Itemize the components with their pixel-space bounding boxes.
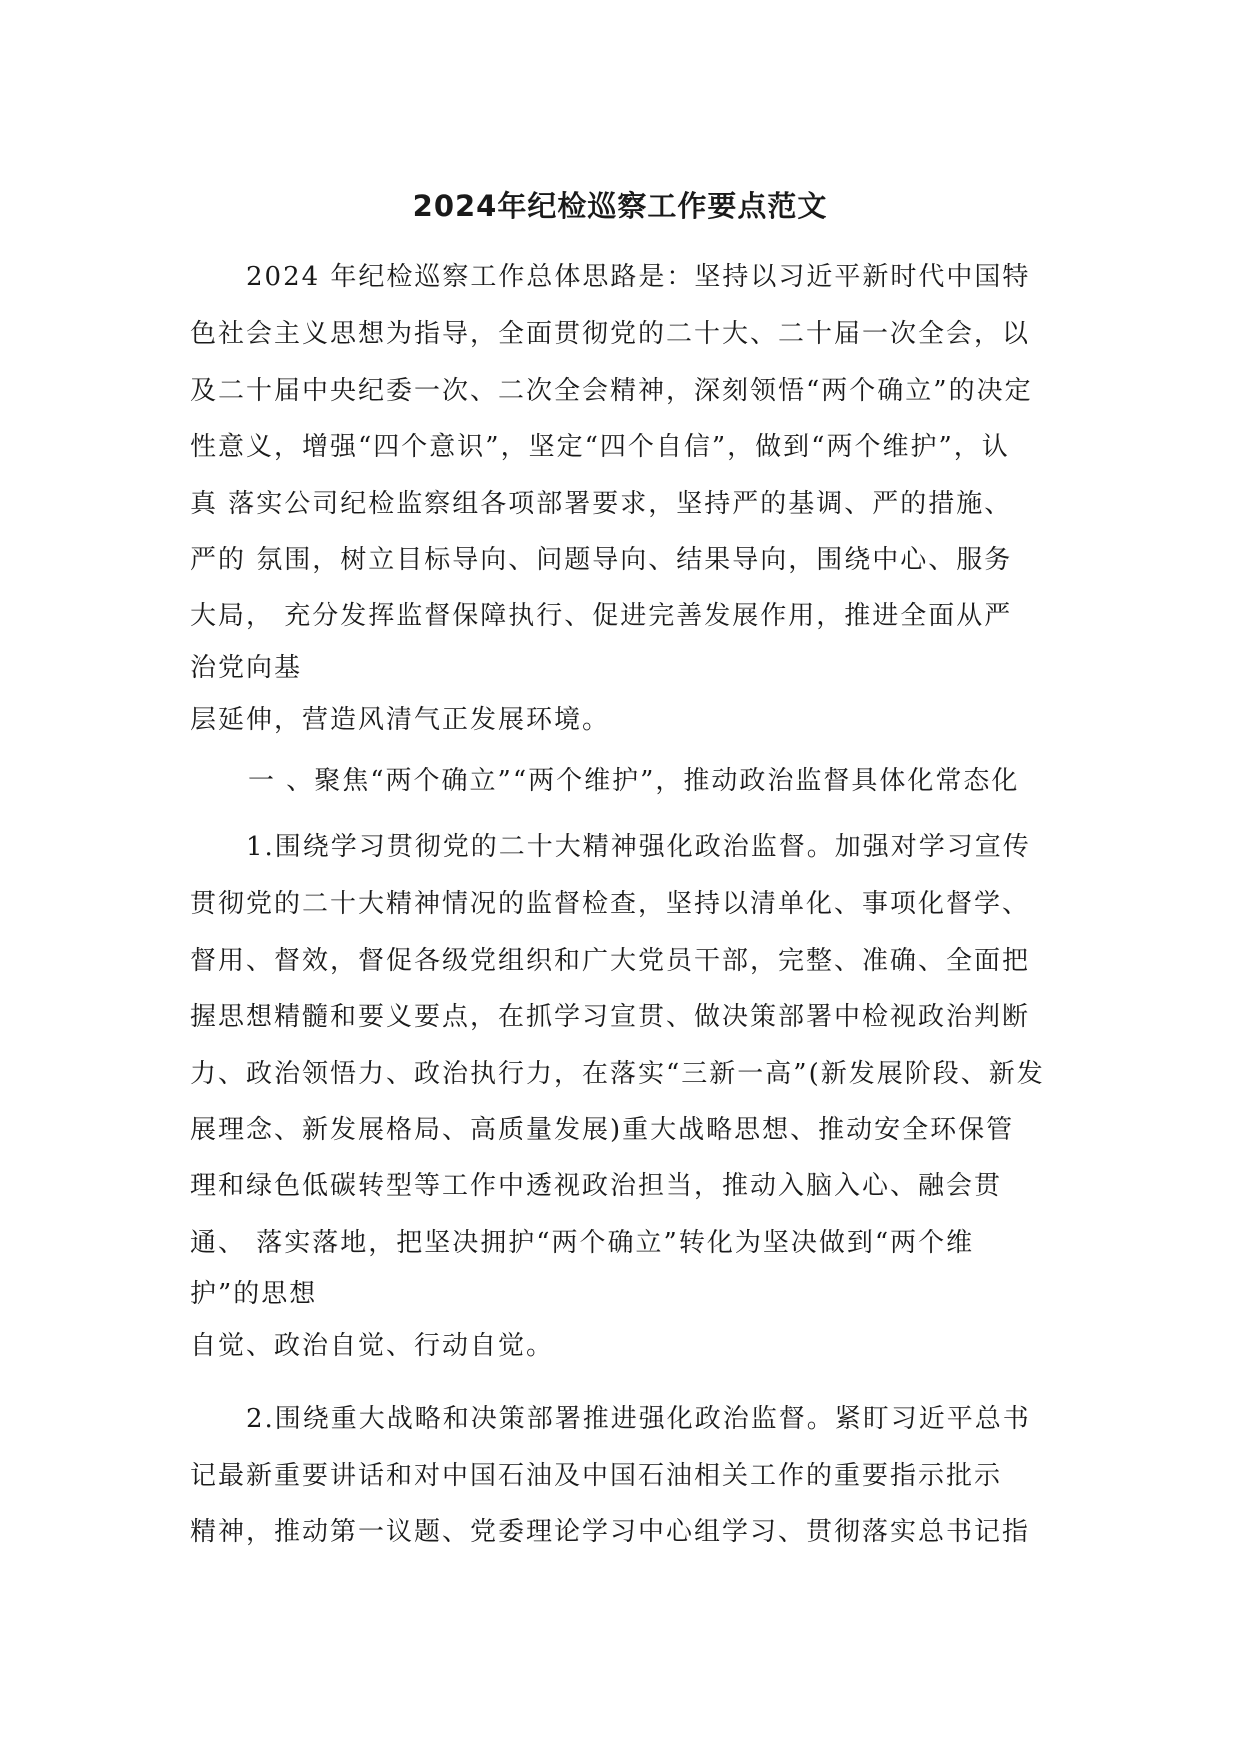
section-heading: 一 、聚焦“两个确立”“两个维护”，推动政治监督具体化常态化 bbox=[248, 766, 1020, 796]
paragraph-line: 2024 年纪检巡察工作总体思路是：坚持以习近平新时代中国特 bbox=[246, 262, 1031, 292]
paragraph-line: 自觉、政治自觉、行动自觉。 bbox=[190, 1331, 555, 1361]
paragraph-line: 握思想精髓和要义要点，在抓学习宣贯、做决策部署中检视政治判断 bbox=[190, 1002, 1031, 1032]
paragraph-line: 展理念、新发展格局、高质量发展)重大战略思想、推动安全环保管 bbox=[190, 1115, 1015, 1145]
document-title: 2024年纪检巡察工作要点范文 bbox=[412, 189, 828, 223]
paragraph-line: 贯彻党的二十大精神情况的监督检查，坚持以清单化、事项化督学、 bbox=[190, 889, 1031, 919]
paragraph-line: 色社会主义思想为指导，全面贯彻党的二十大、二十届一次全会，以 bbox=[190, 319, 1031, 349]
paragraph-line: 层延伸，营造风清气正发展环境。 bbox=[190, 705, 611, 735]
paragraph-line: 性意义，增强“四个意识”，坚定“四个自信”，做到“两个维护”，认 bbox=[190, 432, 1010, 462]
paragraph-line: 记最新重要讲话和对中国石油及中国石油相关工作的重要指示批示 bbox=[190, 1461, 1003, 1491]
paragraph-line: 理和绿色低碳转型等工作中透视政治担当，推动入脑入心、融会贯 bbox=[190, 1171, 1003, 1201]
paragraph-line: 精神，推动第一议题、党委理论学习中心组学习、贯彻落实总书记指 bbox=[190, 1517, 1031, 1547]
paragraph-line: 大局， 充分发挥监督保障执行、促进完善发展作用，推进全面从严 bbox=[190, 601, 1013, 631]
paragraph-line: 及二十届中央纪委一次、二次全会精神，深刻领悟“两个确立”的决定 bbox=[190, 376, 1033, 406]
paragraph-line: 护”的思想 bbox=[190, 1279, 318, 1309]
paragraph-line: 力、政治领悟力、政治执行力，在落实“三新一高”(新发展阶段、新发 bbox=[190, 1059, 1045, 1089]
paragraph-line: 通、 落实落地，把坚决拥护“两个确立”转化为坚决做到“两个维 bbox=[190, 1228, 975, 1258]
paragraph-line: 治党向基 bbox=[190, 653, 303, 683]
paragraph-line: 2.围绕重大战略和决策部署推进强化政治监督。紧盯习近平总书 bbox=[246, 1404, 1031, 1434]
paragraph-line: 1.围绕学习贯彻党的二十大精神强化政治监督。加强对学习宣传 bbox=[246, 832, 1031, 862]
paragraph-line: 督用、督效，督促各级党组织和广大党员干部，完整、准确、全面把 bbox=[190, 946, 1031, 976]
paragraph-line: 严的 氛围，树立目标导向、问题导向、结果导向，围绕中心、服务 bbox=[190, 545, 1013, 575]
paragraph-line: 真 落实公司纪检监察组各项部署要求，坚持严的基调、严的措施、 bbox=[190, 489, 1013, 519]
